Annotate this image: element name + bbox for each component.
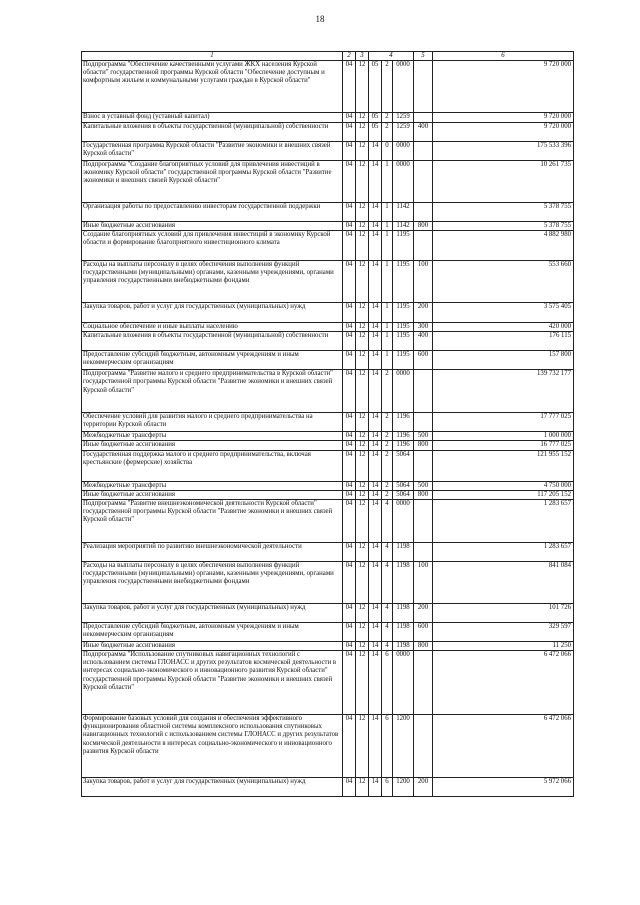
header-col-csr: 4 [369,52,414,61]
table-row [82,490,574,499]
row-amount: 139 732 177 [433,370,574,413]
row-expense-type [414,542,433,561]
row-name: Иные бюджетные ассигнования [82,641,343,650]
table-row [82,778,574,797]
row-expense-type: 500 [414,432,433,441]
row-expense-type [414,651,433,715]
row-section: 04 [343,61,356,113]
table-row [82,323,574,332]
row-subprogram-code: 4 [382,499,393,542]
row-subprogram-code: 1 [382,261,393,303]
row-name: Расходы на выплаты персоналу в целях обеспечения выполнения функций государственными (муниципальными) органами, казенными учреждениями, органами управления государственными внебюджетными фондами [82,561,343,603]
row-section: 04 [343,231,356,261]
row-direction-code: 1142 [393,222,414,231]
row-subprogram-code: 1 [382,222,393,231]
row-expense-type: 800 [414,641,433,650]
row-program-code: 14 [369,351,382,370]
row-direction-code: 1142 [393,203,414,222]
row-expense-type: 600 [414,351,433,370]
row-expense-type: 200 [414,303,433,323]
table-row [82,450,574,481]
table-row [82,641,574,650]
table-row [82,441,574,450]
row-subsection: 12 [356,323,369,332]
row-subsection: 12 [356,161,369,203]
row-subsection: 12 [356,261,369,303]
row-subprogram-code: 4 [382,603,393,622]
row-section: 04 [343,351,356,370]
row-expense-type: 200 [414,603,433,622]
row-name: Государственная поддержка малого и среднего предпринимательства, включая крестьянские (фермерские) хозяйства [82,450,343,481]
row-amount: 9 720 000 [433,113,574,123]
row-name: Капитальные вложения в объекты государственной (муниципальной) собственности [82,123,343,142]
row-name: Закупка товаров, работ и услуг для государственных (муниципальных) нужд [82,778,343,797]
row-subsection: 12 [356,113,369,123]
row-direction-code: 1195 [393,323,414,332]
row-amount: 117 205 152 [433,490,574,499]
row-name: Закупка товаров, работ и услуг для государственных (муниципальных) нужд [82,303,343,323]
row-subprogram-code: 2 [382,481,393,490]
header-col-pr: 3 [356,52,369,61]
row-amount: 841 084 [433,561,574,603]
row-amount: 1 283 657 [433,499,574,542]
row-name: Подпрограмма "Создание благоприятных условий для привлечения инвестиций в экономику Курской области" государственной программы Курской области "Развитие экономики и внешних связей Курской области" [82,161,343,203]
row-subsection: 12 [356,351,369,370]
header-col-vr: 5 [414,52,433,61]
row-amount: 101 726 [433,603,574,622]
row-program-code: 14 [369,715,382,778]
row-program-code: 14 [369,490,382,499]
row-expense-type: 600 [414,622,433,641]
row-section: 04 [343,142,356,161]
row-expense-type [414,370,433,413]
row-name: Подпрограмма "Развитие малого и среднего предпринимательства в Курской области" государственной программы Курской области "Развитие экономики и внешних связей Курской области" [82,370,343,413]
row-name: Иные бюджетные ассигнования [82,490,343,499]
row-name: Капитальные вложения в объекты государственной (муниципальной) собственности [82,332,343,351]
table-row [82,413,574,432]
row-direction-code: 1195 [393,332,414,351]
row-direction-code: 1198 [393,561,414,603]
table-row [82,622,574,641]
row-program-code: 14 [369,778,382,797]
row-name: Межбюджетные трансферты [82,432,343,441]
row-section: 04 [343,323,356,332]
row-subprogram-code: 0 [382,142,393,161]
row-amount: 157 800 [433,351,574,370]
row-program-code: 05 [369,113,382,123]
row-direction-code: 1196 [393,441,414,450]
row-subsection: 12 [356,231,369,261]
row-expense-type [414,161,433,203]
row-amount: 420 000 [433,323,574,332]
row-section: 04 [343,432,356,441]
row-program-code: 05 [369,61,382,113]
row-section: 04 [343,561,356,603]
row-amount: 5 972 066 [433,778,574,797]
row-subsection: 12 [356,370,369,413]
row-expense-type: 400 [414,123,433,142]
row-amount: 10 261 735 [433,161,574,203]
row-program-code: 14 [369,432,382,441]
row-expense-type: 100 [414,261,433,303]
row-expense-type [414,715,433,778]
table-row [82,142,574,161]
table-row [82,715,574,778]
row-subsection: 12 [356,715,369,778]
row-section: 04 [343,542,356,561]
row-section: 04 [343,441,356,450]
row-section: 04 [343,123,356,142]
row-direction-code: 1198 [393,622,414,641]
row-expense-type [414,113,433,123]
row-program-code: 14 [369,542,382,561]
row-section: 04 [343,161,356,203]
row-section: 04 [343,651,356,715]
table-row [82,651,574,715]
table-row [82,161,574,203]
row-amount: 175 533 396 [433,142,574,161]
row-section: 04 [343,490,356,499]
row-direction-code: 1200 [393,715,414,778]
table-row [82,123,574,142]
row-name: Организация работы по предоставлению инвесторам государственной поддержки [82,203,343,222]
row-expense-type: 200 [414,778,433,797]
row-subsection: 12 [356,441,369,450]
row-subprogram-code: 2 [382,113,393,123]
row-expense-type: 500 [414,481,433,490]
row-name: Предоставление субсидий бюджетным, автономным учреждениям и иным некоммерческим организациям [82,622,343,641]
row-section: 04 [343,303,356,323]
row-subsection: 12 [356,432,369,441]
row-name: Закупка товаров, работ и услуг для государственных (муниципальных) нужд [82,603,343,622]
row-program-code: 14 [369,622,382,641]
row-subsection: 12 [356,603,369,622]
row-program-code: 14 [369,323,382,332]
table-row [82,61,574,113]
row-subsection: 12 [356,123,369,142]
row-amount: 4 750 000 [433,481,574,490]
row-subprogram-code: 1 [382,161,393,203]
row-name: Подпрограмма "Обеспечение качественными услугами ЖКХ населения Курской области" государственной программы Курской области "Обеспечение доступным и комфортным жильем и коммунальными услугами граждан в Курской области" [82,61,343,113]
row-amount: 11 250 [433,641,574,650]
row-expense-type: 300 [414,323,433,332]
header-col-name: 1 [82,52,343,61]
row-amount: 1 283 657 [433,542,574,561]
table-row [82,603,574,622]
row-program-code: 14 [369,603,382,622]
row-subprogram-code: 2 [382,490,393,499]
row-expense-type: 800 [414,441,433,450]
row-name: Обеспечение условий для развития малого и среднего предпринимательства на территории Курской области [82,413,343,432]
row-expense-type [414,231,433,261]
row-subprogram-code: 1 [382,303,393,323]
row-amount: 5 378 755 [433,203,574,222]
table-row [82,332,574,351]
row-program-code: 14 [369,561,382,603]
row-expense-type: 400 [414,332,433,351]
row-direction-code: 1198 [393,603,414,622]
row-subsection: 12 [356,499,369,542]
row-subprogram-code: 2 [382,432,393,441]
row-program-code: 14 [369,261,382,303]
row-direction-code: 5064 [393,481,414,490]
row-direction-code: 1259 [393,123,414,142]
row-direction-code: 0000 [393,651,414,715]
row-amount: 16 777 025 [433,441,574,450]
row-direction-code: 1195 [393,303,414,323]
row-name: Межбюджетные трансферты [82,481,343,490]
row-direction-code: 1195 [393,351,414,370]
table-header-row [82,52,574,61]
row-program-code: 14 [369,651,382,715]
row-section: 04 [343,332,356,351]
row-subprogram-code: 2 [382,370,393,413]
row-subsection: 12 [356,778,369,797]
row-direction-code: 0000 [393,142,414,161]
row-section: 04 [343,370,356,413]
table-row [82,499,574,542]
row-direction-code: 1195 [393,231,414,261]
row-section: 04 [343,261,356,303]
table-row [82,542,574,561]
table-row [82,303,574,323]
header-col-rz: 2 [343,52,356,61]
row-direction-code: 0000 [393,61,414,113]
row-amount: 17 777 025 [433,413,574,432]
table-row [82,261,574,303]
table-row [82,231,574,261]
table-row [82,203,574,222]
row-subsection: 12 [356,303,369,323]
row-name: Иные бюджетные ассигнования [82,222,343,231]
row-amount: 329 597 [433,622,574,641]
row-section: 04 [343,778,356,797]
row-expense-type [414,142,433,161]
row-program-code: 14 [369,370,382,413]
table-row [82,351,574,370]
row-section: 04 [343,413,356,432]
row-program-code: 14 [369,222,382,231]
row-name: Взнос в уставный фонд (уставный капитал) [82,113,343,123]
row-subsection: 12 [356,142,369,161]
row-direction-code: 1198 [393,542,414,561]
row-subprogram-code: 1 [382,203,393,222]
row-subsection: 12 [356,332,369,351]
row-section: 04 [343,113,356,123]
row-amount: 553 660 [433,261,574,303]
row-subprogram-code: 2 [382,413,393,432]
row-amount: 9 720 000 [433,61,574,113]
row-name: Создание благоприятных условий для привлечения инвестиций в экономику Курской области и формирование благоприятного инвестиционного климата [82,231,343,261]
row-name: Предоставление субсидий бюджетным, автономным учреждениям и иным некоммерческим организациям [82,351,343,370]
row-name: Иные бюджетные ассигнования [82,441,343,450]
row-subsection: 12 [356,413,369,432]
table-row [82,481,574,490]
row-section: 04 [343,715,356,778]
row-program-code: 14 [369,481,382,490]
row-amount: 121 955 152 [433,450,574,481]
row-amount: 1 000 000 [433,432,574,441]
row-program-code: 05 [369,123,382,142]
row-amount: 3 575 405 [433,303,574,323]
row-direction-code: 1195 [393,261,414,303]
row-subprogram-code: 6 [382,715,393,778]
row-amount: 176 115 [433,332,574,351]
row-subsection: 12 [356,641,369,650]
row-program-code: 14 [369,231,382,261]
row-program-code: 14 [369,203,382,222]
row-direction-code: 5064 [393,450,414,481]
row-amount: 6 472 066 [433,715,574,778]
row-expense-type: 800 [414,222,433,231]
row-expense-type [414,61,433,113]
row-subsection: 12 [356,203,369,222]
row-program-code: 14 [369,450,382,481]
table-row [82,432,574,441]
row-expense-type [414,499,433,542]
table-row [82,561,574,603]
row-name: Подпрограмма "Развитие внешнеэкономической деятельности Курской области" государственной программы Курской области "Развитие экономики и внешних связей Курской области" [82,499,343,542]
row-direction-code: 0000 [393,499,414,542]
row-program-code: 14 [369,499,382,542]
row-subsection: 12 [356,561,369,603]
row-direction-code: 0000 [393,370,414,413]
row-subprogram-code: 1 [382,332,393,351]
row-subsection: 12 [356,61,369,113]
row-subprogram-code: 4 [382,641,393,650]
row-program-code: 14 [369,441,382,450]
row-subsection: 12 [356,222,369,231]
row-subsection: 12 [356,622,369,641]
row-expense-type: 100 [414,561,433,603]
row-direction-code: 1200 [393,778,414,797]
row-expense-type [414,413,433,432]
row-section: 04 [343,203,356,222]
row-subprogram-code: 6 [382,651,393,715]
row-subprogram-code: 4 [382,622,393,641]
table-row [82,370,574,413]
row-direction-code: 1198 [393,641,414,650]
row-subprogram-code: 1 [382,231,393,261]
row-section: 04 [343,622,356,641]
row-direction-code: 1196 [393,432,414,441]
row-name: Формирование базовых условий для создания и обеспечения эффективного функционирования областной системы комплексного использования спутниковых навигационных технологий с использованием системы ГЛОНАСС и других результатов космической деятельности в интересах социально-экономического и инновационного развития Курской области [82,715,343,778]
row-expense-type [414,203,433,222]
row-name: Государственная программа Курской области "Развитие экономики и внешних связей Курской области" [82,142,343,161]
row-subprogram-code: 2 [382,61,393,113]
row-section: 04 [343,481,356,490]
row-direction-code: 0000 [393,161,414,203]
row-expense-type: 800 [414,490,433,499]
table-row [82,113,574,123]
row-subprogram-code: 1 [382,323,393,332]
row-name: Социальное обеспечение и иные выплаты населению [82,323,343,332]
row-subprogram-code: 2 [382,123,393,142]
page-number: 18 [315,14,325,24]
row-program-code: 14 [369,332,382,351]
row-subprogram-code: 2 [382,441,393,450]
row-name: Реализация мероприятий по развитию внешнеэкономической деятельности [82,542,343,561]
row-subprogram-code: 6 [382,778,393,797]
row-name: Расходы на выплаты персоналу в целях обеспечения выполнения функций государственными (муниципальными) органами, казенными учреждениями, органами управления государственными внебюджетными фондами [82,261,343,303]
row-direction-code: 5064 [393,490,414,499]
row-amount: 9 720 000 [433,123,574,142]
row-direction-code: 1196 [393,413,414,432]
row-subprogram-code: 1 [382,351,393,370]
row-program-code: 14 [369,142,382,161]
row-amount: 5 378 755 [433,222,574,231]
row-program-code: 14 [369,303,382,323]
row-subsection: 12 [356,481,369,490]
row-program-code: 14 [369,641,382,650]
row-amount: 4 882 980 [433,231,574,261]
row-direction-code: 1259 [393,113,414,123]
header-col-sum: 6 [433,52,574,61]
row-program-code: 14 [369,413,382,432]
table-row [82,222,574,231]
budget-table [81,51,574,797]
row-subprogram-code: 4 [382,561,393,603]
row-amount: 6 472 066 [433,651,574,715]
row-subprogram-code: 4 [382,542,393,561]
row-section: 04 [343,603,356,622]
row-subsection: 12 [356,450,369,481]
row-section: 04 [343,222,356,231]
row-expense-type [414,450,433,481]
row-program-code: 14 [369,161,382,203]
row-subsection: 12 [356,651,369,715]
row-subsection: 12 [356,490,369,499]
row-section: 04 [343,641,356,650]
row-section: 04 [343,499,356,542]
row-section: 04 [343,450,356,481]
row-subprogram-code: 2 [382,450,393,481]
row-subsection: 12 [356,542,369,561]
row-name: Подпрограмма "Использование спутниковых навигационных технологий с использованием системы ГЛОНАСС и других результатов космической деятельности в интересах социально-экономического и инновационного развития Курской области" государственной программы Курской области "Развитие экономики и внешних связей Курской области" [82,651,343,715]
